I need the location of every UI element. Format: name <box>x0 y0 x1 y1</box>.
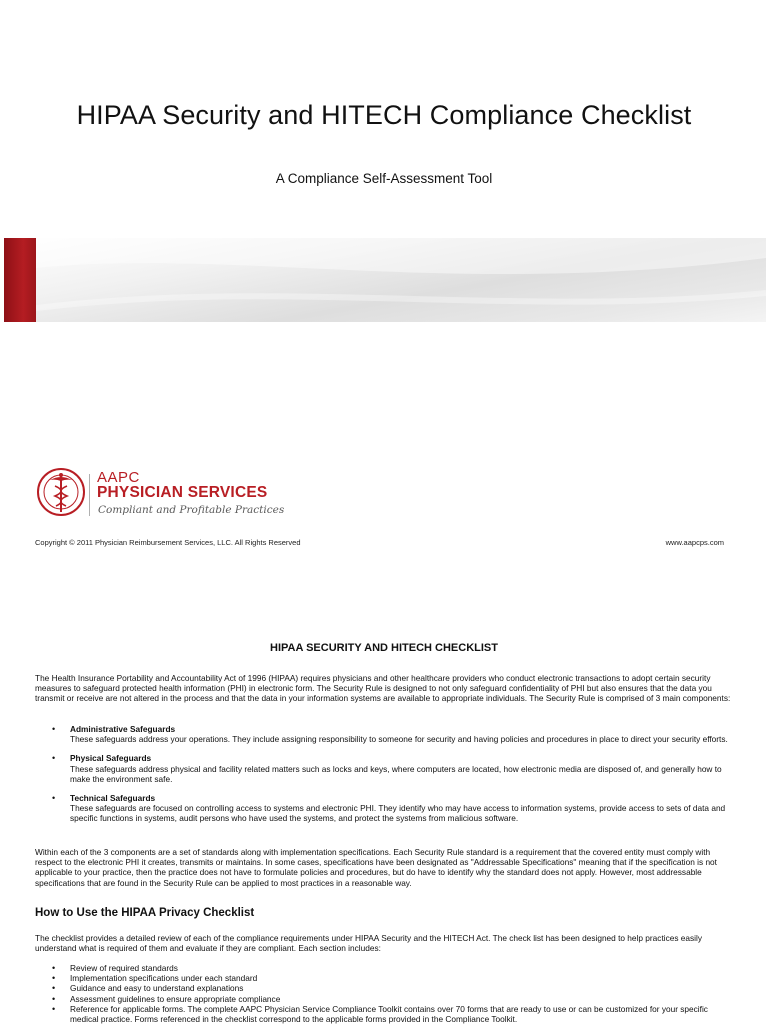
banner-sheen <box>36 238 766 322</box>
includes-list <box>52 963 737 1024</box>
list-item <box>52 983 737 993</box>
include-text: Review of required standards <box>70 963 178 973</box>
bullet-icon: • <box>52 753 56 764</box>
logo-tagline: Compliant and Profitable Practices <box>98 504 285 516</box>
logo-divider <box>89 474 90 516</box>
bullet-icon: • <box>52 724 56 734</box>
logo-aapc: AAPC <box>97 469 140 486</box>
bullet-icon: • <box>52 973 56 984</box>
bullet-icon: • <box>52 793 56 804</box>
component-text: These safeguards address physical and facility related matters such as locks and keys, where computers are located, how electronic media are disposed of, and generally how to make the environment safe. <box>70 763 722 784</box>
list-item <box>52 994 737 1004</box>
checklist-intro: The Health Insurance Portability and Accountability Act of 1996 (HIPAA) requires physicians and other healthcare providers who conduct electronic transactions to adopt certain security measures to safeguard protected health information (PHI) in electronic form. The Security Rule is designed to not only safeguard confidentiality of PHI but also ensures that the data you transmit or receive are not altered in the process and that the data in your information systems are available to appropriate individuals. The Security Rule is comprised of 3 main components: <box>35 673 731 704</box>
cover-banner <box>4 238 766 322</box>
include-text: Assessment guidelines to ensure appropriate compliance <box>70 993 281 1004</box>
cover-subtitle: A Compliance Self-Assessment Tool <box>275 171 493 186</box>
include-text: Implementation specifications under each standard <box>70 973 258 984</box>
copyright-notice: Copyright © 2011 Physician Reimbursement Services, LLC. All Rights Reserved <box>35 538 301 547</box>
within-paragraph: Within each of the 3 components are a set of standards along with implementation specifications. Each Security Rule standard is a requirement that the covered entity must comply with respect to the electronic PHI it creates, transmits or maintains. In some cases, specifications have been designated as "Addressable Specifications" meaning that if the specification is not applicable to your practice, then the practice does not have to formulate policies and procedures, but do have to identify why the standard does not apply. However, most addressable specifications that are found in the Security Rule can be applied to most practices in a reasonable way. <box>35 847 717 888</box>
bullet-icon: • <box>52 1003 56 1014</box>
component-text: These safeguards are focused on controlling access to systems and electronic PHI. They identify who may have access to information systems, provide access to sets of data and specific functions in systems, audit persons who have used the systems, and protect the systems from malicious software. <box>70 803 726 824</box>
list-item <box>52 793 737 824</box>
howto-intro: The checklist provides a detailed review of each of the compliance requirements under HIPAA Security and the HITECH Act. The check list has been designed to help practices easily understand what is required of them and evaluate if they are compliant. Each section includes: <box>35 933 703 954</box>
list-item <box>52 1004 737 1024</box>
bullet-icon: • <box>52 983 56 994</box>
include-text: Reference for applicable forms. The complete AAPC Physician Service Compliance Toolkit contains over 70 forms that are ready to use or can be customized for your specific medical practice. Forms referenced in the checklist correspond to the applicable forms provided in the Compliance Toolkit. <box>70 1003 708 1024</box>
include-text: Guidance and easy to understand explanations <box>70 983 244 994</box>
banner-accent-bar <box>4 238 36 322</box>
component-title: Technical Safeguards <box>70 793 156 804</box>
component-title: Administrative Safeguards <box>70 724 176 734</box>
website-link[interactable]: www.aapcps.com <box>665 538 724 547</box>
component-title: Physical Safeguards <box>70 753 152 764</box>
components-list <box>52 724 737 833</box>
list-item <box>52 724 737 744</box>
list-item <box>52 973 737 983</box>
checklist-heading: HIPAA SECURITY AND HITECH CHECKLIST <box>270 642 498 654</box>
cover-title: HIPAA Security and HITECH Compliance Checklist <box>76 100 692 130</box>
company-logo <box>36 466 296 522</box>
bullet-icon: • <box>52 963 56 973</box>
list-item <box>52 753 737 784</box>
component-text: These safeguards address your operations. They include assigning responsibility to someone for security and having policies and procedures in place to direct your security efforts. <box>70 734 728 745</box>
bullet-icon: • <box>52 993 56 1004</box>
howto-heading: How to Use the HIPAA Privacy Checklist <box>35 907 255 919</box>
list-item <box>52 963 737 973</box>
caduceus-seal-icon <box>36 466 86 518</box>
logo-company-name: PHYSICIAN SERVICES <box>97 484 268 501</box>
